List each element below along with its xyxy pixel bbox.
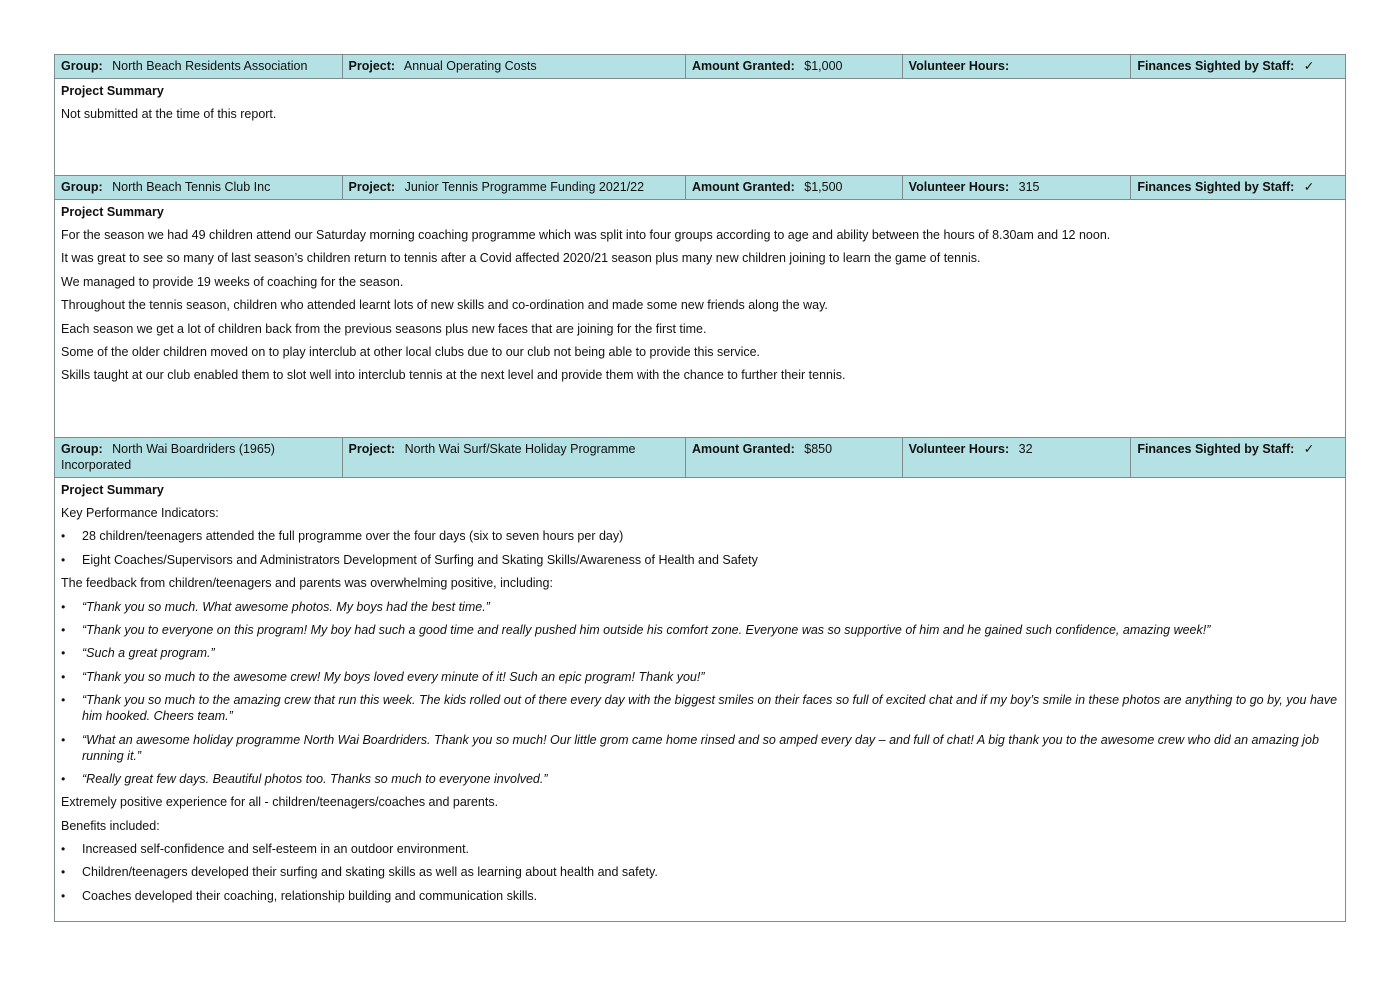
quote-item	[61, 622, 1339, 638]
benefit-item	[61, 841, 1339, 857]
benefit-item	[61, 888, 1339, 904]
bullet-icon: •	[61, 669, 66, 684]
summary-paragraph: Throughout the tennis season, children who attended learnt lots of new skills and co-ordination and made some new friends along the way.	[61, 298, 828, 313]
quote-item	[61, 692, 1339, 724]
group-name: North Wai Boardriders (1965) Incorporated	[61, 442, 275, 472]
summary-paragraph: We managed to provide 19 weeks of coaching for the season.	[61, 274, 404, 289]
project-name: Annual Operating Costs	[403, 59, 537, 73]
volunteer-label: Volunteer Hours:	[908, 180, 1010, 194]
finances-cell	[1131, 55, 1345, 78]
check-icon: ✓	[1303, 180, 1315, 194]
benefit-text: Children/teenagers developed their surfing and skating skills as well as learning about health and safety.	[82, 865, 658, 880]
summary-paragraph: Not submitted at the time of this report.	[61, 107, 277, 121]
quote-item	[61, 669, 1339, 685]
project-summary-section	[55, 79, 1345, 175]
quote-text: “Really great few days. Beautiful photos too. Thanks so much to everyone involved.”	[82, 771, 548, 786]
bullet-icon: •	[61, 622, 66, 637]
feedback-heading: The feedback from children/teenagers and parents was overwhelming positive, including:	[61, 576, 553, 591]
amount-label: Amount Granted:	[692, 59, 795, 73]
bullet-icon: •	[61, 732, 66, 747]
bullet-icon: •	[61, 646, 66, 661]
finances-label: Finances Sighted by Staff:	[1137, 442, 1295, 456]
volunteer-cell	[903, 176, 1132, 199]
amount-label: Amount Granted:	[692, 180, 795, 194]
volunteer-value: 32	[1018, 442, 1033, 456]
amount-value: $850	[804, 442, 833, 456]
summary-paragraph: For the season we had 49 children attend our Saturday morning coaching programme which was split into four groups according to age and ability between the hours of 8.30am and 12 noon.	[61, 228, 1111, 242]
quote-text: “Thank you so much to the awesome crew! My boys loved every minute of it! Such an epic program! Thank you!”	[82, 669, 705, 684]
bullet-icon: •	[61, 888, 66, 903]
volunteer-cell	[903, 55, 1132, 78]
check-icon: ✓	[1303, 59, 1315, 73]
project-label: Project:	[348, 180, 396, 194]
bullet-icon: •	[61, 529, 66, 544]
group-name: North Beach Residents Association	[112, 59, 308, 73]
quote-item	[61, 732, 1339, 764]
kpi-item	[61, 552, 1339, 568]
group-cell	[55, 176, 343, 199]
quote-item	[61, 599, 1339, 615]
volunteer-label: Volunteer Hours:	[908, 442, 1010, 456]
project-label: Project:	[348, 442, 396, 456]
quote-text: “Such a great program.”	[82, 646, 215, 661]
summary-title: Project Summary	[61, 483, 164, 497]
group-label: Group:	[61, 180, 103, 194]
quote-item	[61, 771, 1339, 787]
finances-label: Finances Sighted by Staff:	[1137, 59, 1295, 73]
benefits-heading: Benefits included:	[61, 818, 160, 833]
group-label: Group:	[61, 59, 103, 73]
project-cell	[343, 176, 686, 199]
project-summary-section	[55, 200, 1345, 437]
entry-header-row	[55, 55, 1345, 79]
group-cell	[55, 55, 343, 78]
check-icon: ✓	[1303, 442, 1315, 456]
conclusion-text: Extremely positive experience for all - children/teenagers/coaches and parents.	[61, 795, 499, 810]
summary-paragraph: It was great to see so many of last season’s children return to tennis after a Covid affected 2020/21 season plus many new children joining to learn the game of tennis.	[61, 251, 981, 266]
quote-item	[61, 645, 1339, 661]
quote-text: “Thank you so much to the amazing crew that run this week. The kids rolled out of there every day with the biggest smiles on their faces so full of excited chat and if my boy’s smile in these photos are anything to go by, you have him hooked. Cheers team.”	[82, 693, 1338, 724]
quote-text: “Thank you so much. What awesome photos. My boys had the best time.”	[82, 599, 490, 614]
kpi-heading: Key Performance Indicators:	[61, 506, 219, 520]
amount-value: $1,000	[804, 59, 843, 73]
bullet-icon: •	[61, 842, 66, 857]
group-cell	[55, 438, 343, 477]
benefit-item	[61, 864, 1339, 880]
amount-label: Amount Granted:	[692, 442, 795, 456]
project-label: Project:	[348, 59, 396, 73]
volunteer-cell	[903, 438, 1132, 477]
summary-title: Project Summary	[61, 205, 164, 219]
group-name: North Beach Tennis Club Inc	[112, 180, 271, 194]
kpi-text: 28 children/teenagers attended the full programme over the four days (six to seven hours per day)	[82, 529, 624, 544]
quote-text: “What an awesome holiday programme North Wai Boardriders. Thank you so much! Our little grom came home rinsed and so amped every day – and full of chat! A big thank you to the awesome crew who did an amazing job running it.”	[82, 732, 1319, 763]
project-summary-section	[55, 478, 1345, 921]
amount-value: $1,500	[804, 180, 843, 194]
project-cell	[343, 55, 686, 78]
summary-title: Project Summary	[61, 84, 164, 98]
kpi-text: Eight Coaches/Supervisors and Administrators Development of Surfing and Skating Skills/Awareness of Health and Safety	[82, 552, 758, 567]
entry-header-row	[55, 175, 1345, 200]
entry-header-row	[55, 437, 1345, 478]
bullet-icon: •	[61, 599, 66, 614]
finances-label: Finances Sighted by Staff:	[1137, 180, 1295, 194]
benefit-text: Coaches developed their coaching, relationship building and communication skills.	[82, 888, 538, 903]
summary-paragraph: Some of the older children moved on to play interclub at other local clubs due to our club not being able to provide this service.	[61, 344, 761, 359]
bullet-icon: •	[61, 865, 66, 880]
bullet-icon: •	[61, 552, 66, 567]
project-cell	[343, 438, 686, 477]
project-name: North Wai Surf/Skate Holiday Programme	[404, 442, 636, 456]
bullet-icon: •	[61, 693, 66, 708]
quote-text: “Thank you to everyone on this program! My boy had such a good time and really pushed him outside his comfort zone. Everyone was so supportive of him and he gained such confidence, amazing week!”	[82, 622, 1211, 637]
volunteer-value: 315	[1018, 180, 1040, 194]
benefit-text: Increased self-confidence and self-esteem in an outdoor environment.	[82, 842, 470, 857]
amount-cell	[686, 55, 903, 78]
project-name: Junior Tennis Programme Funding 2021/22	[404, 180, 645, 194]
amount-cell	[686, 176, 903, 199]
amount-cell	[686, 438, 903, 477]
finances-cell	[1131, 438, 1345, 477]
bullet-icon: •	[61, 771, 66, 786]
group-label: Group:	[61, 442, 103, 456]
grant-report-table	[54, 54, 1346, 922]
volunteer-label: Volunteer Hours:	[908, 59, 1010, 73]
summary-paragraph: Each season we get a lot of children back from the previous seasons plus new faces that are joining for the first time.	[61, 321, 707, 336]
kpi-item	[61, 528, 1339, 544]
finances-cell	[1131, 176, 1345, 199]
summary-paragraph: Skills taught at our club enabled them to slot well into interclub tennis at the next level and provide them with the chance to further their tennis.	[61, 368, 846, 383]
